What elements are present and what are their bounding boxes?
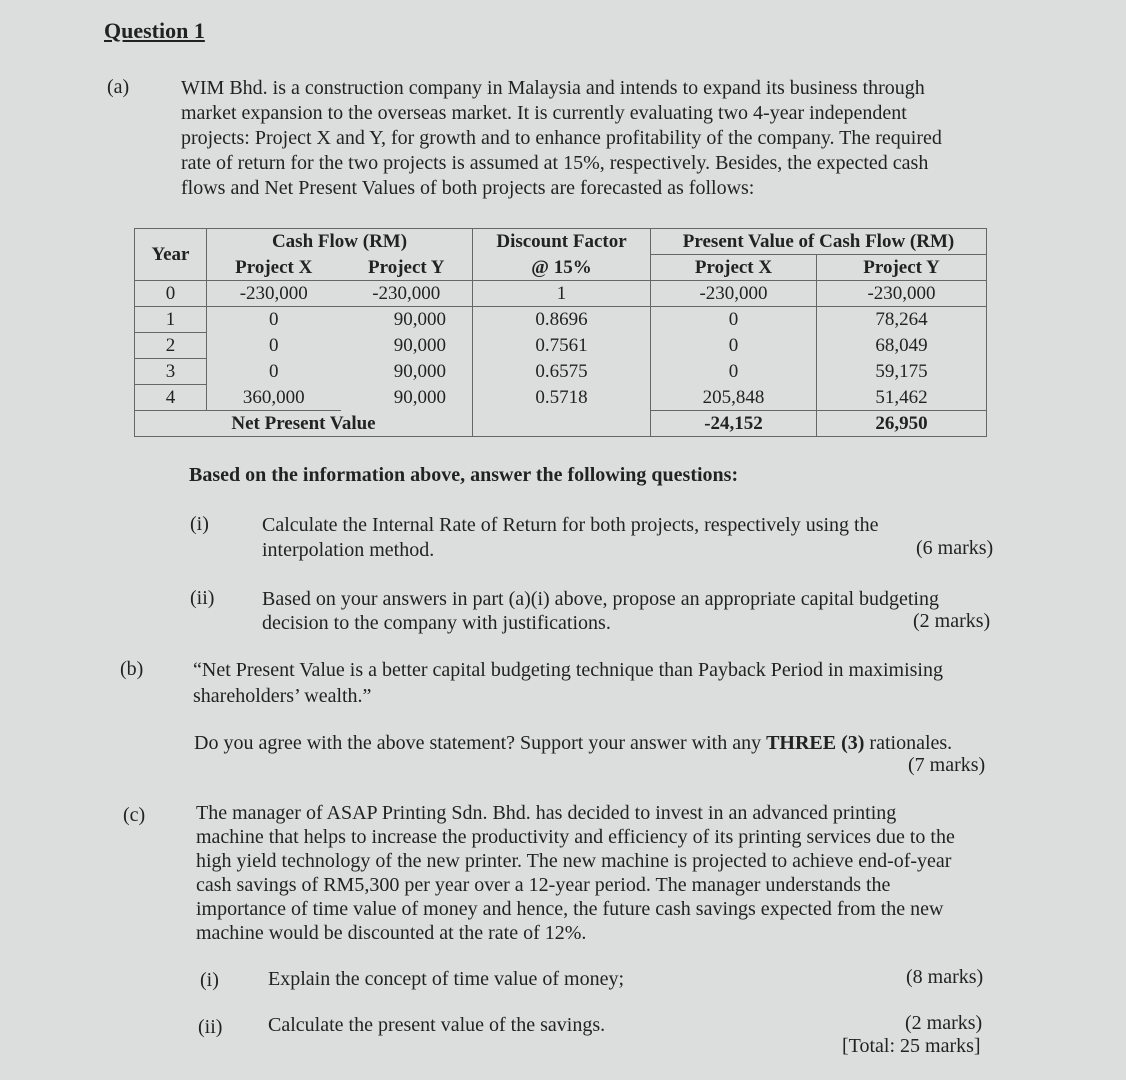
part-c-ii-marks: (2 marks) (905, 1012, 983, 1034)
part-c-i-text: Explain the concept of time value of money; (268, 968, 624, 990)
present-value-header: Present Value of Cash Flow (RM) (651, 229, 987, 255)
part-a-ii-line1: Based on your answers in part (a)(i) above, propose an appropriate capital budgeting (262, 588, 939, 610)
total-marks: [Total: 25 marks] (842, 1035, 981, 1057)
table-row: 3 0 90,000 0.6575 0 59,175 (135, 359, 987, 385)
table-row: 0 -230,000 -230,000 1 -230,000 -230,000 (135, 281, 987, 307)
pv-project-x-header: Project X (651, 255, 817, 281)
question-title: Question 1 (104, 18, 205, 43)
npv-label: Net Present Value (135, 411, 473, 437)
intro-line: rate of return for the two projects is assumed at 15%, respectively. Besides, the expected cash (181, 152, 929, 174)
part-a-ii-label: (ii) (190, 587, 215, 609)
part-c-line: machine that helps to increase the productivity and efficiency of its printing services due to the (196, 826, 955, 848)
npv-project-x: -24,152 (651, 411, 817, 437)
part-c-text (196, 801, 996, 945)
part-c-ii-label: (ii) (198, 1016, 223, 1038)
table-row: 4 360,000 90,000 0.5718 205,848 51,462 (135, 385, 987, 411)
part-a-i-marks: (6 marks) (916, 537, 994, 559)
part-a-ii-line2: decision to the company with justifications. (262, 612, 611, 634)
npv-project-y: 26,950 (817, 411, 987, 437)
part-b-question: Do you agree with the above statement? Support your answer with any THREE (3) rationales. (194, 732, 953, 754)
cash-flow-table (134, 228, 987, 437)
year-header: Year (135, 229, 207, 281)
part-b-quote-line2: shareholders’ wealth.” (193, 685, 372, 707)
npv-row (135, 411, 987, 437)
part-c-line: importance of time value of money and hence, the future cash savings expected from the new (196, 898, 944, 920)
instruction-text: Based on the information above, answer the following questions: (189, 464, 739, 486)
pv-project-y-header: Project Y (817, 255, 987, 281)
part-c-label: (c) (123, 804, 146, 826)
part-c-line: high yield technology of the new printer. The new machine is projected to achieve end-of-year (196, 850, 952, 872)
part-b-label: (b) (120, 658, 144, 680)
part-a-i-line2: interpolation method. (262, 539, 435, 561)
part-b-quote-line1: “Net Present Value is a better capital budgeting technique than Payback Period in maximising (193, 659, 943, 681)
part-a-ii-marks: (2 marks) (913, 610, 991, 632)
part-a-i-label: (i) (190, 513, 209, 535)
part-a-intro (181, 76, 1021, 201)
discount-factor-header: Discount Factor (473, 229, 651, 255)
intro-line: projects: Project X and Y, for growth and to enhance profitability of the company. The required (181, 127, 942, 149)
part-a-label: (a) (107, 76, 130, 98)
part-c-i-label: (i) (200, 969, 219, 991)
cash-flow-header: Cash Flow (RM) (207, 229, 473, 255)
part-c-ii-text: Calculate the present value of the savings. (268, 1014, 606, 1036)
table-row: 1 0 90,000 0.8696 0 78,264 (135, 307, 987, 333)
part-a-i-line1: Calculate the Internal Rate of Return for both projects, respectively using the (262, 514, 879, 536)
discount-rate-header: @ 15% (473, 255, 651, 281)
part-c-line: The manager of ASAP Printing Sdn. Bhd. has decided to invest in an advanced printing (196, 802, 897, 824)
part-c-line: machine would be discounted at the rate of 12%. (196, 922, 587, 944)
intro-line: WIM Bhd. is a construction company in Malaysia and intends to expand its business through (181, 77, 925, 99)
intro-line: market expansion to the overseas market. It is currently evaluating two 4-year independent (181, 102, 907, 124)
part-c-line: cash savings of RM5,300 per year over a 12-year period. The manager understands the (196, 874, 891, 896)
table-row: 2 0 90,000 0.7561 0 68,049 (135, 333, 987, 359)
cf-project-y-header: Project Y (341, 255, 473, 281)
part-c-i-marks: (8 marks) (906, 966, 984, 988)
intro-line: flows and Net Present Values of both projects are forecasted as follows: (181, 177, 755, 199)
cf-project-x-header: Project X (235, 256, 313, 278)
part-b-marks: (7 marks) (908, 754, 986, 776)
